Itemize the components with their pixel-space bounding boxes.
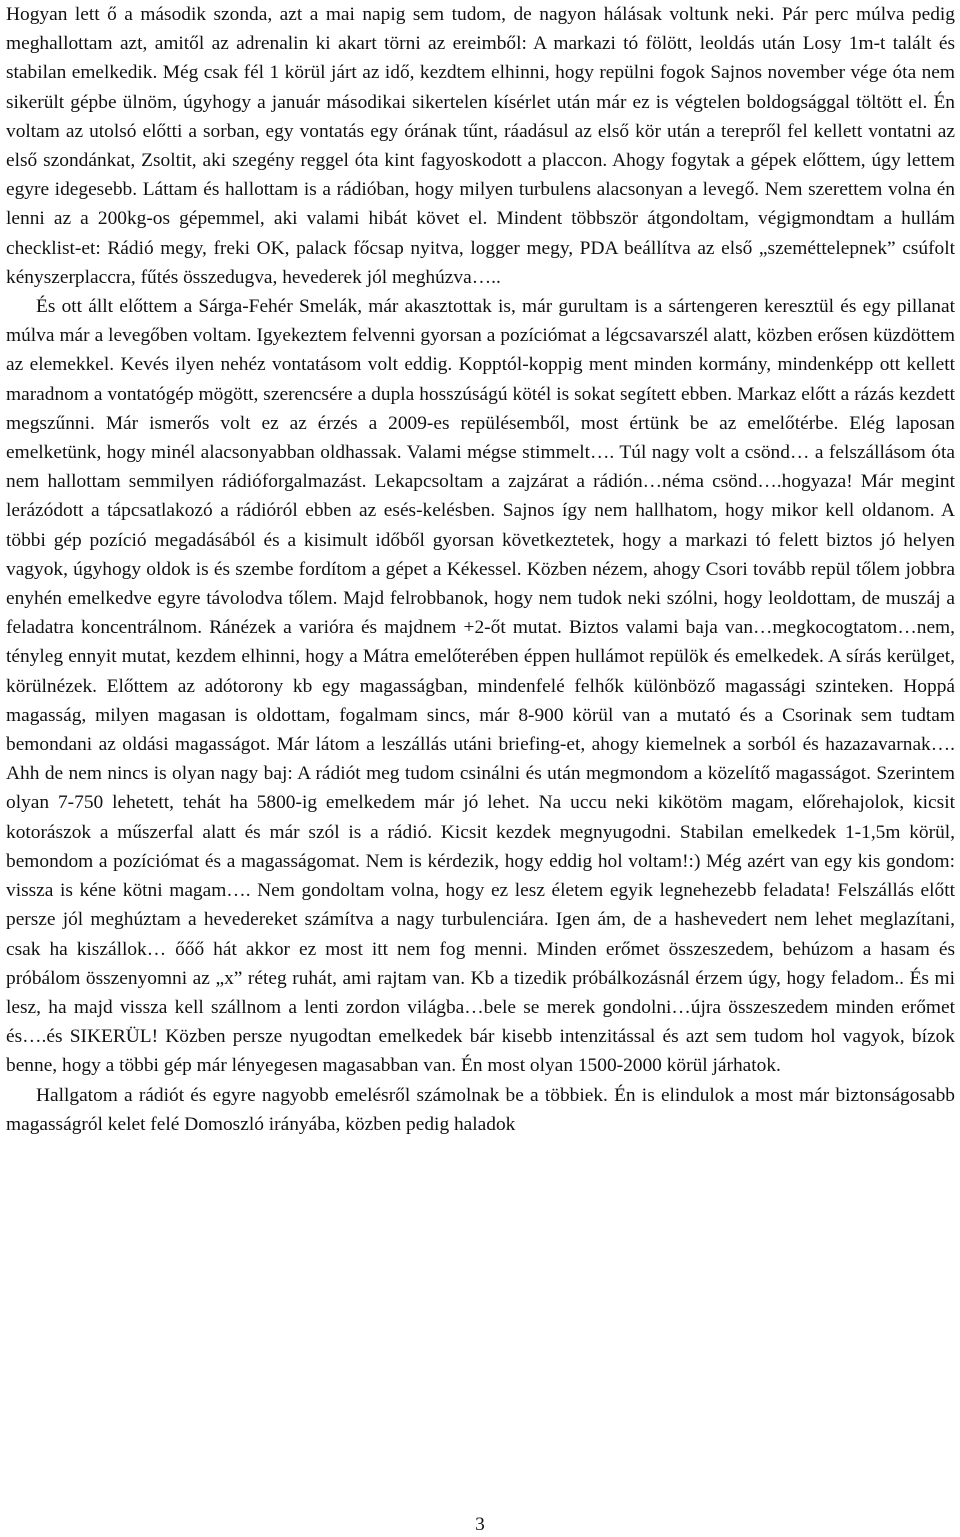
- paragraph-1: Hogyan lett ő a második szonda, azt a mai napig sem tudom, de nagyon hálásak voltunk neki. Pár perc múlva pedig meghallottam azt, amitől az adrenalin ki akart törni az ereimből: A markazi tó fölött, leoldás után Losy 1m-t talált és stabilan emelkedik. Még csak fél 1 körül járt az idő, kezdtem elhinni, hogy repülni fogok Sajnos november vége óta nem sikerült gépbe ülnöm, úgyhogy a január másodikai sikertelen kísérlet után már ez is végtelen boldogsággal töltött el. Én voltam az utolsó előtti a sorban, egy vontatás egy órának tűnt, ráadásul az első kör után a terepről fel kellett vontatni az első szondánkat, Zsoltit, aki szegény reggel óta kint fagyoskodott a placcon. Ahogy fogytak a gépek előttem, úgy lettem egyre idegesebb. Láttam és hallottam is a rádióban, hogy milyen turbulens alacsonyan a levegő. Nem szerettem volna én lenni az a 200kg-os gépemmel, aki valami hibát követ el. Mindent többször átgondoltam, végigmondtam a hullám checklist-et: Rádió megy, freki OK, palack főcsap nyitva, logger megy, PDA beállítva az első „szeméttelepnek” csúfolt kényszerplaccra, fűtés összedugva, hevederek jól meghúzva…..: [6, 4, 955, 288]
- paragraph-3: Hallgatom a rádiót és egyre nagyobb emelésről számolnak be a többiek. Én is elindulok a most már biztonságosabb magasságról kelet felé Domoszló irányába, közben pedig haladok: [6, 1084, 955, 1135]
- document-body: [6, 0, 955, 1139]
- page-number: 3: [475, 1514, 485, 1535]
- paragraph-2: És ott állt előttem a Sárga-Fehér Smelák, már akasztottak is, már gurultam is a sártengeren keresztül és egy pillanat múlva már a levegőben voltam. Igyekeztem felvenni gyorsan a pozíciómat a légcsavarszél alatt, közben erősen küzdöttem az elemekkel. Kevés ilyen nehéz vontatásom volt eddig. Kopptól-koppig ment minden kormány, mindenképp ott kellett maradnom a vontatógép mögött, szerencsére a dupla hosszúságú kötél is sokat segített ebben. Markaz előtt a rázás kezdett megszűnni. Már ismerős volt ez az érzés a 2009-es repülésemből, most értünk be az emelőtérbe. Elég laposan emelketünk, hogy minél alacsonyabban oldhassak. Valami mégse stimmelt…. Túl nagy volt a csönd… a felszállásom óta nem hallottam semmilyen rádióforgalmazást. Lekapcsoltam a zajzárat a rádión…néma csönd….hogyaza! Már megint lerázódott a tápcsatlakozó a rádióról ebben az esés-kelésben. Sajnos így nem hallhatom, hogy mikor kell oldanom. A többi gép pozíció megadásából és a kisimult időből gyorsan következtetek, hogy a markazi tó felett biztos jó helyen vagyok, úgyhogy oldok is és szembe fordítom a gépet a Kékessel. Közben nézem, ahogy Csori tovább repül tőlem jobbra enyhén emelkedve egyre távolodva tőlem. Majd felrobbanok, hogy nem tudok neki szólni, hogy leoldottam, de muszáj a feladatra koncentrálnom. Ránézek a varióra és majdnem +2-őt mutat. Biztos valami baja van…megkocogtatom…nem, tényleg ennyit mutat, kezdem elhinni, hogy a Mátra emelőterében éppen hullámot repülök és emelkedek. A sírás kerülget, körülnézek. Előttem az adótorony kb egy magasságban, mindenfelé felhők különböző magassági szinteken. Hoppá magasság, milyen magasan is oldottam, fogalmam sincs, már 8-900 körül van a mutató és a Csorinak sem tudtam bemondani az oldási magasságot. Már látom a leszállás utáni briefing-et, ahogy kiemelnek a sorból és hazazavarnak…. Ahh de nem nincs is olyan nagy baj: A rádiót meg tudom csinálni és után megmondom a közelítő magasságot. Szerintem olyan 7-750 lehetett, tehát ha 5800-ig emelkedem már jó lehet. Na uccu neki kikötöm magam, előrehajolok, kicsit kotorászok a műszerfal alatt és már szól is a rádió. Kicsit kezdek megnyugodni. Stabilan emelkedek 1-1,5m körül, bemondom a pozíciómat és a magasságomat. Nem is kérdezik, hogy eddig hol voltam!:) Még azért van egy kis gondom: vissza is kéne kötni magam…. Nem gondoltam volna, hogy ez lesz életem egyik legnehezebb feladata! Felszállás előtt persze jól meghúztam a hevedereket számítva a nagy turbulenciára. Igen ám, de a hashevedert nem lehet meglazítani, csak ha kiszállok… őőő hát akkor ez most itt nem fog menni. Minden erőmet összeszedem, behúzom a hasam és próbálom összenyomni az „x” réteg ruhát, ami rajtam van. Kb a tizedik próbálkozásnál érzem úgy, hogy feladom.. És mi lesz, ha majd vissza kell szállnom a lenti zordon világba…bele se merek gondolni…újra összeszedem minden erőmet és….és SIKERÜL! Közben persze nyugodtan emelkedek bár kisebb intenzitással és azt sem tudom hol vagyok, bízok benne, hogy a többi gép már lényegesen magasabban van. Én most olyan 1500-2000 körül járhatok.: [6, 296, 955, 1077]
